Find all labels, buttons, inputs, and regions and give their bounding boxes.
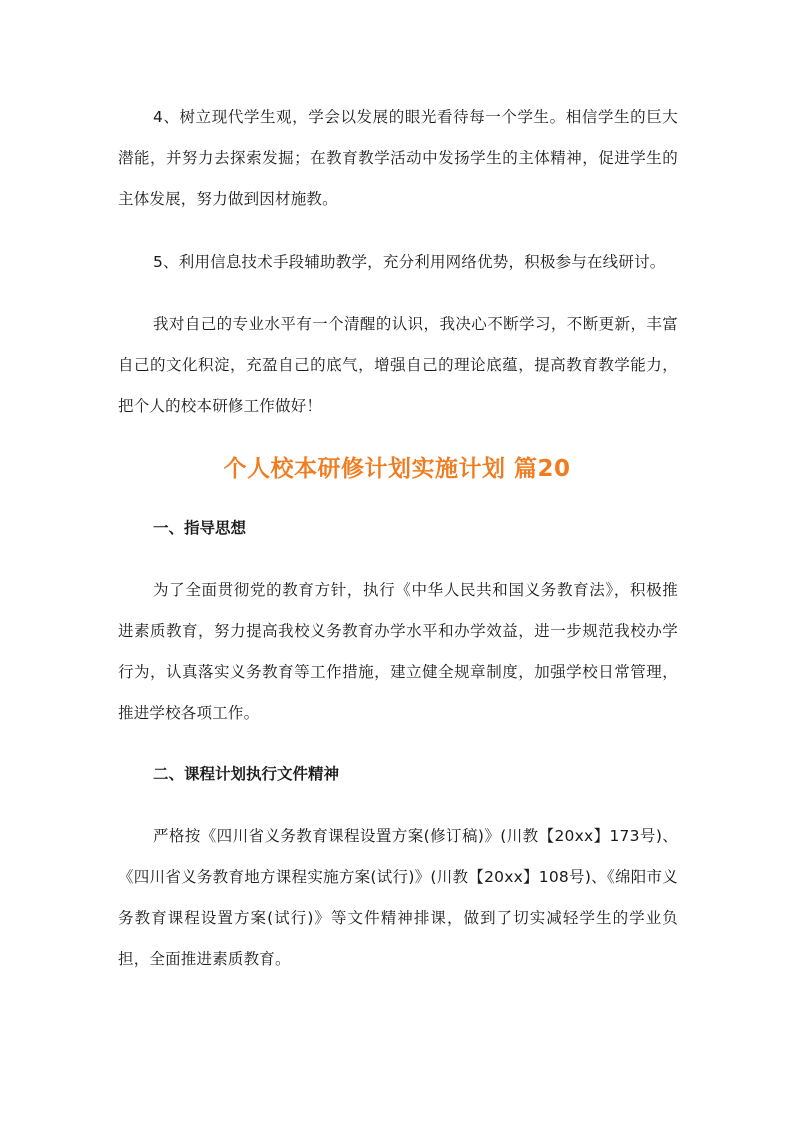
heading-guiding-thought: 一、指导思想 (153, 519, 247, 537)
section-title: 个人校本研修计划实施计划 篇20 (223, 456, 571, 482)
paragraph-curriculum-plan: 严格按《四川省义务教育课程设置方案(修订稿)》(川教【20xx】173号)、《四川省义务教育地方课程实施方案(试行)》(川教【20xx】108号)、《绵阳市义务教育课程设置方案(试行)》等文件精神排课，做到了切实减轻学生的学业负担，全面推进素质教育。 (118, 827, 678, 968)
paragraph-self-assessment: 我对自己的专业水平有一个清醒的认识，我决心不断学习，不断更新，丰富自己的文化积淀，充盈自己的底气，增强自己的理论底蕴，提高教育教学能力，把个人的校本研修工作做好！ (118, 315, 678, 415)
paragraph-information-technology: 5、利用信息技术手段辅助教学，充分利用网络优势，积极参与在线研讨。 (153, 253, 666, 271)
paragraph-student-view: 4、树立现代学生观，学会以发展的眼光看待每一个学生。相信学生的巨大潜能，并努力去探索发掘；在教育教学活动中发扬学生的主体精神，促进学生的主体发展，努力做到因材施教。 (118, 108, 678, 208)
heading-curriculum-plan: 二、课程计划执行文件精神 (153, 765, 340, 783)
paragraph-guiding-thought: 为了全面贯彻党的教育方针，执行《中华人民共和国义务教育法》，积极推进素质教育，努力提高我校义务教育办学水平和办学效益，进一步规范我校办学行为，认真落实义务教育等工作措施，建立健全规章制度，加强学校日常管理，推进学校各项工作。 (118, 581, 678, 722)
